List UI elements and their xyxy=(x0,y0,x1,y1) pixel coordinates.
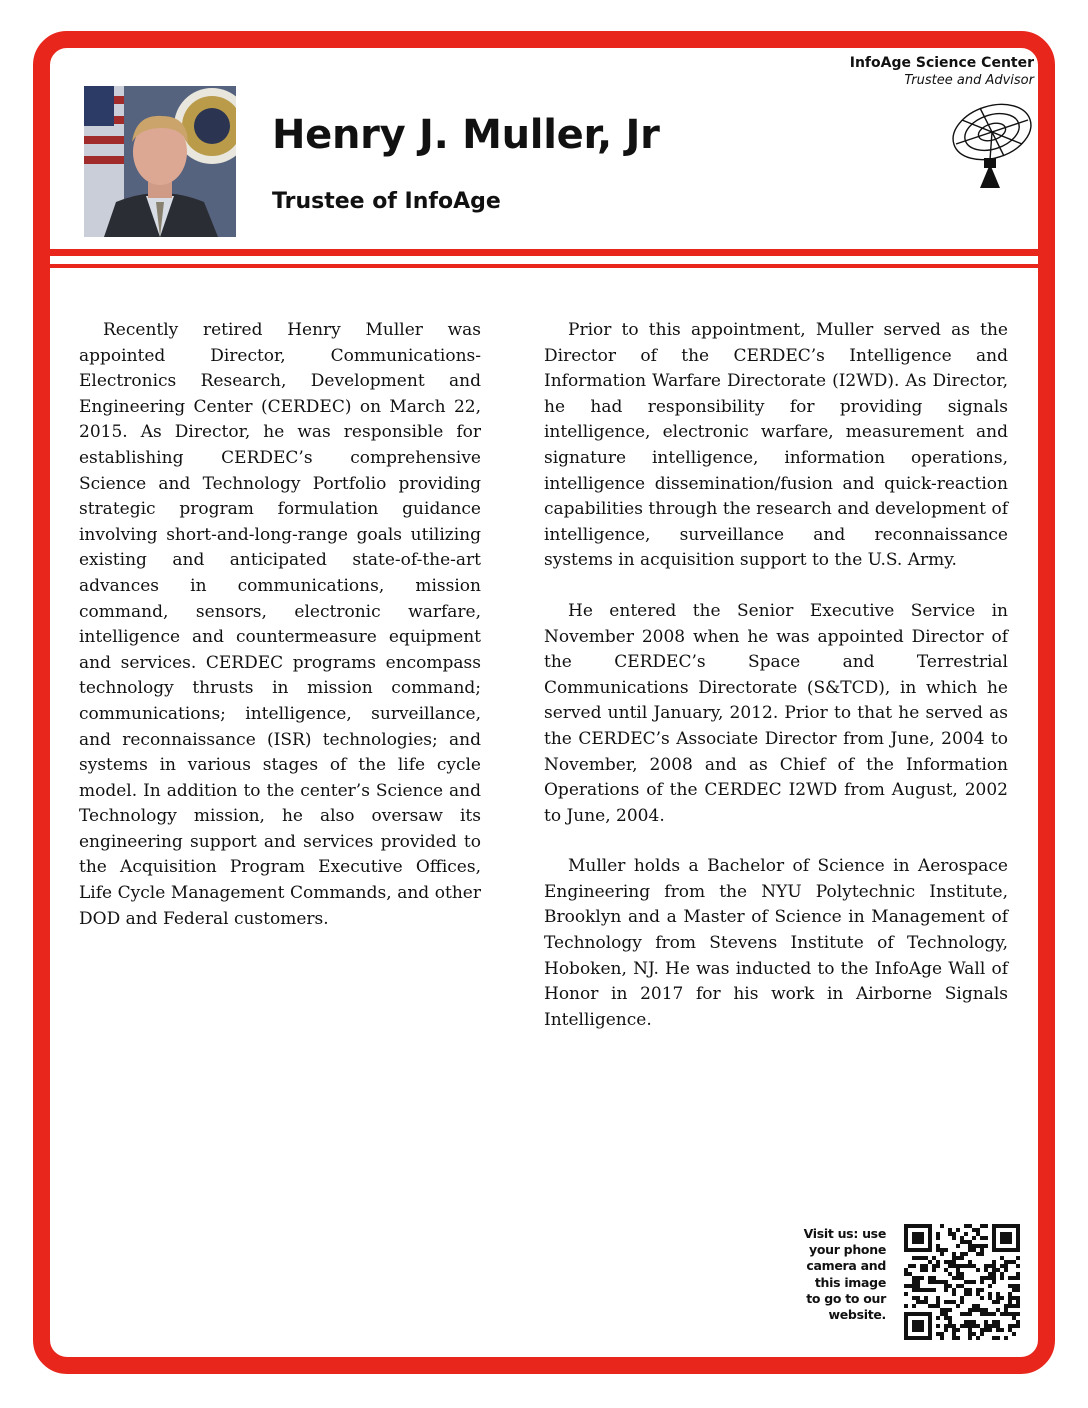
bio-column-left xyxy=(79,318,481,957)
bio-paragraph: He entered the Senior Executive Service in November 2008 when he was appointed Director of the CERDEC’s Space and Terrestrial Communications Directorate (S&TCD), in which he served until January, 2012. Prior to that he served as the CERDEC’s Associate Director from June, 2004 to November, 2008 and as Chief of the Information Operations of the CERDEC I2WD from August, 2002 to June, 2004. xyxy=(544,600,1008,826)
header-divider-thick xyxy=(50,249,1038,256)
visit-line: your phone xyxy=(809,1242,886,1258)
organization-name: InfoAge Science Center xyxy=(849,55,1034,71)
organization-subtitle: Trustee and Advisor xyxy=(904,73,1034,88)
radar-dish-icon xyxy=(946,98,1036,190)
person-name: Henry J. Muller, Jr xyxy=(272,112,660,158)
person-role: Trustee of InfoAge xyxy=(272,189,501,214)
bio-paragraph: Prior to this appointment, Muller served as the Director of the CERDEC’s Intelligence and Information Warfare Directorate (I2WD). As Director, he had responsibility for providing signals intelligence, electronic warfare, measurement and signature intelligence, information operations, intelligence dissemination/fusion and quick-reaction capabilities through the research and development of intelligence, surveillance and reconnaissance systems in acquisition support to the U.S. Army. xyxy=(544,320,1008,571)
bio-paragraph: Recently retired Henry Muller was appointed Director, Communications-Electronics Research, Development and Engineering Center (CERDEC) on March 22, 2015. As Director, he was responsible for establishing CERDEC’s comprehensive Science and Technology Portfolio providing strategic program formulation guidance involving short-and-long-range goals utilizing existing and anticipated state-of-the-art advances in communications, mission command, sensors, electronic warfare, intelligence and countermeasure equipment and services. CERDEC programs encompass technology thrusts in mission command; communications; intelligence, surveillance, and reconnaissance (ISR) technologies; and systems in various stages of the life cycle model. In addition to the center’s Science and Technology mission, he also oversaw its engineering support and services provided to the Acquisition Program Executive Offices, Life Cycle Management Commands, and other DOD and Federal customers. xyxy=(79,320,481,929)
bio-paragraph: Muller holds a Bachelor of Science in Aerospace Engineering from the NYU Polytechnic Institute, Brooklyn and a Master of Science in Management of Technology from Stevens Institute of Technology, Hoboken, NJ. He was inducted to the InfoAge Wall of Honor in 2017 for his work in Airborne Signals Intelligence. xyxy=(544,856,1008,1030)
visit-line: Visit us: use xyxy=(803,1226,886,1241)
portrait-photo xyxy=(84,86,236,237)
header-divider-thin xyxy=(50,264,1038,268)
visit-line: camera and xyxy=(806,1258,886,1274)
visit-line: website. xyxy=(828,1307,886,1323)
visit-us-text xyxy=(792,1226,886,1323)
visit-line: to go to our xyxy=(806,1290,886,1306)
organization-block xyxy=(850,54,1034,90)
visit-line: this image xyxy=(814,1274,886,1290)
bio-column-right xyxy=(544,318,1008,1058)
qr-code-icon[interactable] xyxy=(904,1224,1020,1340)
